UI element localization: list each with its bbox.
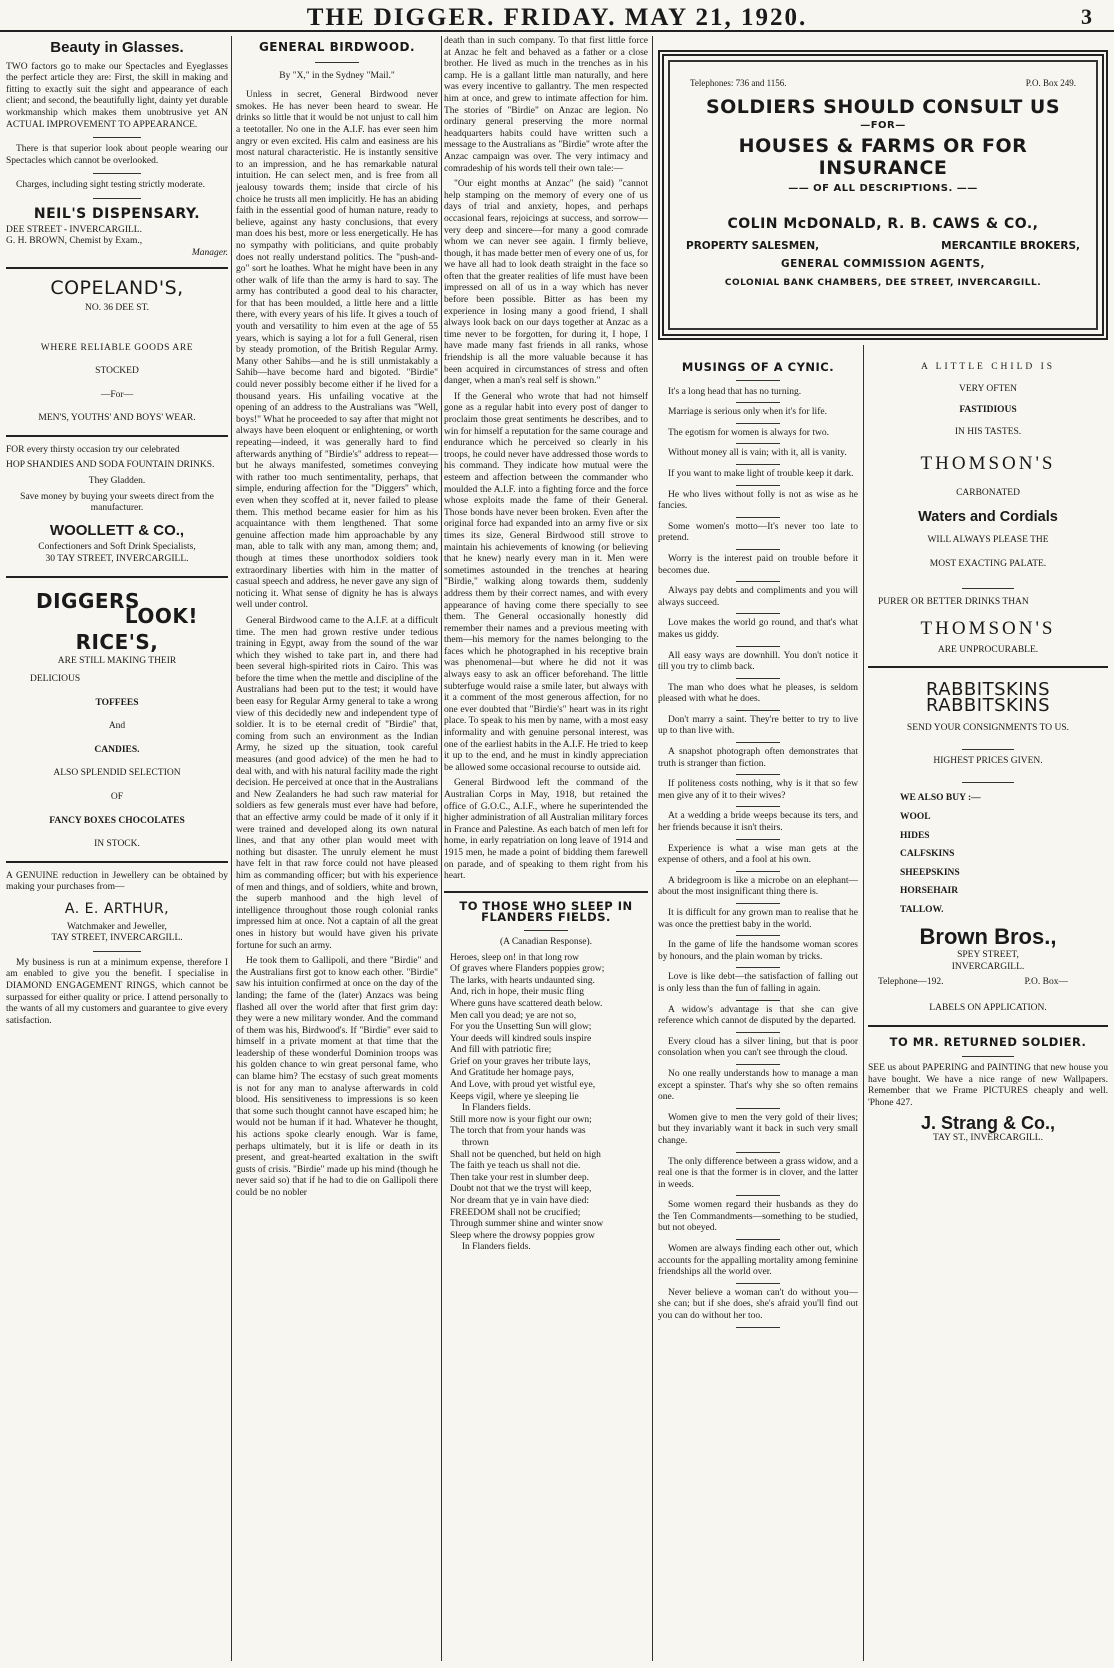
cynic-item: No one really understands how to manage a man except a spinster. That's why she so often remains one. <box>658 1068 858 1103</box>
advert-line-3: HOUSES & FARMS OR FOR INSURANCE <box>738 135 1028 179</box>
divider <box>962 749 1015 750</box>
rabbitskins-heading-2: RABBITSKINS <box>925 694 1051 716</box>
diggers-word: DIGGERS <box>36 588 140 613</box>
divider <box>736 443 780 444</box>
poem-line: Men call you dead; ye are not so, <box>450 1010 577 1021</box>
thomsons-palate: MOST EXACTING PALATE. <box>929 558 1047 569</box>
cynic-item: Love makes the world go round, and that's what makes us giddy. <box>658 618 858 640</box>
strang-address: TAY ST., INVERCARGILL. <box>933 1133 1043 1144</box>
divider <box>736 935 780 936</box>
divider <box>444 891 648 893</box>
divider <box>93 951 142 952</box>
neils-manager: Manager. <box>191 247 228 258</box>
cynic-item: Worry is the interest paid on trouble before it becomes due. <box>658 553 858 576</box>
divider <box>736 517 780 518</box>
brown-bros-street: SPEY STREET, <box>957 950 1019 961</box>
rabbitskins-heading: RABBITSKINS <box>925 679 1051 701</box>
cynic-item: Women are always finding each other out, which accounts for the appalling mortality among feminine friendships all the world over. <box>658 1244 858 1278</box>
cynic-item: Marriage is serious only when it's for life. <box>668 407 827 418</box>
poem-line: In Flanders fields. <box>450 1242 531 1253</box>
rices-line: OF <box>110 791 124 802</box>
divider <box>6 576 228 578</box>
column-divider <box>863 345 864 1661</box>
thomsons-unprocurable: ARE UNPROCURABLE. <box>937 644 1039 655</box>
poem-line: And Gratitude her homage pays, <box>450 1068 574 1079</box>
column-divider <box>441 36 442 1661</box>
birdwood-byline: By "X," in the Sydney "Mail." <box>279 70 395 81</box>
rabbitskins-also-buy: WE ALSO BUY :— <box>900 792 981 803</box>
cynic-item: A snapshot photograph often demonstrates that truth is stranger than fiction. <box>658 747 858 769</box>
poem-line: Doubt not that we the tryst will keep, <box>450 1184 592 1195</box>
birdwood-paragraph: death than in such company. To that first little force at Anzac he felt and behaved as a father or a close brother. He lived as much in the trenches as in his camp. He is a gallant little man naturally, and here was every incentive to gallantry. The men respected him at once, and grew to intimate affection for him. The stories of "Birdie" on Anzac are legion. No ordinary general preserving the more normal headquarters habits could have written such a message to the Australians as "Birdie" wrote after the Anzac campaign was over. The very intimacy and comradeship of his words tell their own tale:— <box>444 36 648 174</box>
buy-list <box>868 812 1108 917</box>
poem-line: Where guns have scattered death below. <box>450 998 603 1009</box>
child-line: FASTIDIOUS <box>959 405 1017 416</box>
divider <box>736 613 780 614</box>
poem-line: The torch that from your hands was <box>450 1126 586 1137</box>
divider <box>736 1064 780 1065</box>
birdwood-paragraph: General Birdwood came to the A.I.F. at a difficult time. The men had grown restive under tedious training in Egypt, away from the sound of the war which they wished to take part in, and there had been several high-spirited riots in Cairo. This was before the time when the mettle and discipline of the Australians had been put to the test; it would have been easy for Regular Army general to take a wrong view of this decidedly new and independent type of soldier. It is to be eternal credit of "Birdie" that, coming from such an environment as the Indian Army, he sized up the situation, took careful measures (and good advice) of the men he had to deal with, and with his natural facility made the right decision. He perceived at once that in the Australians and New Zealanders he had such raw material for soldiers as few generals must ever have had before, that an effective army could be made of it only if it were trained and developed along its own natural lines, and that any other plan would meet with nothing but disaster. The unruly element he must have felt in that raw force could not have pleased him as commanding officer; but with his experience of men and things, and of soldiers, white and brown, the superb manhood and the high level of intelligence throughout those rough colonial ranks impressed him at once. Not a captain of all the great ones in history but would have given his private fortune for such an army. <box>236 615 438 951</box>
birdwood-heading: GENERAL BIRDWOOD. <box>258 40 416 54</box>
divider <box>6 861 228 863</box>
rices-line: And <box>108 721 126 732</box>
cynic-item: Never believe a woman can't do without you—she can; but if she does, she's afraid you'll find out you can do without her too. <box>658 1287 858 1322</box>
divider <box>736 1239 780 1240</box>
divider <box>6 435 228 437</box>
cynic-item: Some women regard their husbands as they do the Ten Commandments—something to be studied, but not obeyed. <box>658 1200 858 1234</box>
poem-subtitle: (A Canadian Response). <box>499 936 593 947</box>
poem-line: thrown <box>450 1138 489 1149</box>
cynic-item: If politeness costs nothing, why is it that so few men give any of it to their wives? <box>658 779 858 801</box>
cynic-item: Without money all is vain; with it, all is vanity. <box>668 448 847 459</box>
divider <box>962 1056 1015 1057</box>
rices-line: DELICIOUS <box>30 674 81 684</box>
cynic-item: It is difficult for any grown man to realise that he was once the prettiest baby in the world. <box>658 908 858 930</box>
woollett-address: 30 TAY STREET, INVERCARGILL. <box>45 554 189 565</box>
divider <box>524 930 569 931</box>
consult-us-advert <box>658 50 1108 340</box>
rices-line: ALSO SPLENDID SELECTION <box>53 768 181 779</box>
cynic-heading: MUSINGS OF A CYNIC. <box>681 362 835 374</box>
rices-line: TOFFEES <box>95 697 139 708</box>
arthur-address: TAY STREET, INVERCARGILL. <box>51 933 183 944</box>
divider <box>736 549 780 550</box>
look-word: LOOK! <box>124 604 198 629</box>
advert-line-7: GENERAL COMMISSION AGENTS, <box>780 258 986 270</box>
rices-heading: RICE'S, <box>75 629 159 654</box>
page-number: 3 <box>1081 4 1092 29</box>
advert-telephones: Telephones: 736 and 1156. <box>690 78 787 88</box>
divider <box>736 903 780 904</box>
cynic-item: Women give to men the very gold of their lives; but they invariably want it back in such very small change. <box>658 1112 858 1146</box>
arthur-heading: A. E. ARTHUR, <box>64 900 170 917</box>
divider <box>736 402 780 403</box>
thomsons-waters: Waters and Cordials <box>918 508 1058 525</box>
divider <box>736 742 780 743</box>
cynic-item: Some women's motto—It's never too late to pretend. <box>658 521 858 544</box>
poem-line: And Love, with proud yet wistful eye, <box>450 1080 596 1091</box>
divider <box>736 646 780 647</box>
woollett-paragraph: They Gladden. <box>88 476 146 487</box>
birdwood-paragraph: He took them to Gallipoli, and there "Birdie" and the Australians first got to know each other. "Birdie" saw his intuition confirmed at once on the day of the landing; the fame of the (later) Anzacs was being flashed all over the world after that first grim day: they were a new military wonder. And the command of them was his, Birdwood's. If "Birdie" ever said to himself in a private moment at that time that the leadership of these wonderful Dominion troops was his golden chance to win great personal fame, who can blame him? The ecstasy of such great moments is not for any man to analyse afterwards in cold blood. His sensitiveness to impressions is so keen that some such thought cannot have escaped him; he would not be human if it had. Whatever he thought, his actions spoke clearly enough. War is fame, perhaps ultimately, but it is life or death in its present, and great-hearted exaltation in the swift gusts of crisis. "Birdie" made up his mind (though he never said so) that if he had to die on Gallipoli there could be no nobler <box>236 956 438 1198</box>
poem-line: And, rich in hope, their music fling <box>450 987 585 998</box>
rices-line: ARE STILL MAKING THEIR <box>57 656 177 667</box>
child-line: VERY OFTEN <box>959 383 1017 394</box>
rabbitskins-send: SEND YOUR CONSIGNMENTS TO US. <box>906 723 1070 734</box>
divider <box>93 137 142 138</box>
divider <box>93 198 142 199</box>
copeland-heading: COPELAND'S, <box>50 277 184 300</box>
advert-line-8: COLONIAL BANK CHAMBERS, DEE STREET, INVERCARGILL. <box>724 278 1042 288</box>
neils-address: DEE STREET - INVERCARGILL. <box>6 224 142 235</box>
column-4 <box>658 362 858 1661</box>
returned-soldier-heading: TO MR. RETURNED SOLDIER. <box>889 1034 1087 1049</box>
divider <box>962 782 1015 783</box>
brown-bros-telephone: Telephone—192. <box>878 977 944 988</box>
poem-line: Through summer shine and winter snow <box>450 1219 604 1230</box>
child-line: IN HIS TASTES. <box>954 426 1022 437</box>
arthur-paragraph: My business is run at a minimum expense, therefore I am enabled to give you the benefit. I specialise in DIAMOND ENGAGEMENT RINGS, which cannot be surpassed for either quality or price. I attend personally to the wants of all my customers and guarantee to give every satisfaction. <box>6 957 228 1026</box>
divider <box>736 1195 780 1196</box>
birdwood-paragraph: If the General who wrote that had not himself gone as a regular habit into every post of danger to proclaim those great sentiments he describes, and to win for himself a reputation for the same courage and endurance which he perceived so clearly in his troops, he could never have addressed those words to his command. They indicate how mutual were the esteem and affection between the commander who moulded the A.I.F. into a fighting force and the force whose exploits made the fame of their General. Those bonds have never been broken. Even after the original force had expanded into an army five or six times its size, General Birdwood still strove to maintain his achievements of knowing (or believing that he knew) nearly every man in it. Men were sometimes astounded in the trenches at hearing "Birdie," walking along towards them, suddenly address them by their correct names, and with every appearance of having come there specially to see them. The General occasionally honestly did remember their names and a previous meeting with them—his memory for the names belonging to the faces which he photographed in his receptive brain was phenomenal—but where he did not it was always easy to ask an officer beforehand. The little subterfuge would raise a smile later, but always with it a comment of the most generous affection, for no one ever doubted that "Birdie's" heart was in its right place. To speak to his men by name, with a most easy informality and with genuine personal interest, was one of the earliest habits in the A.I.F. He tried to keep it up to the end, and he must in kindly appreciation be allowed some occasional recourse to outside aid. <box>444 391 648 773</box>
cynic-item: Experience is what a wise man gets at the expense of others, and a fool at his own. <box>658 843 858 866</box>
advert-line-4: —— OF ALL DESCRIPTIONS. —— <box>788 183 978 194</box>
woollett-heading: WOOLLETT & CO., <box>49 521 185 539</box>
divider <box>736 380 780 381</box>
divider <box>736 485 780 486</box>
divider <box>736 774 780 775</box>
divider <box>93 173 142 174</box>
beauty-heading: Beauty in Glasses. <box>50 39 184 56</box>
woollett-paragraph: Save money by buying your sweets direct from the manufacturer. <box>20 491 214 514</box>
divider <box>736 1327 780 1328</box>
beauty-paragraph: TWO factors go to make our Spectacles and Eyeglasses the perfect article they are: First, the skill in making and fitting to exactly suit the sight and appearance of each client; and second, the beautifully light, dainty yet durable workmanship which makes them unobtrusive yet AN ACTUAL IMPROVEMENT TO APPEARANCE. <box>6 61 228 130</box>
copeland-stocked: STOCKED <box>95 366 139 377</box>
poem-line: Shall not be quenched, but held on high <box>450 1149 601 1160</box>
brown-bros-heading: Brown Bros., <box>919 923 1057 949</box>
cynic-item: All easy ways are downhill. You don't notice it till you try to climb back. <box>658 650 858 673</box>
divider <box>736 839 780 840</box>
column-1 <box>6 36 228 1661</box>
poem-line: Sleep where the drowsy poppies grow <box>450 1230 595 1241</box>
thomsons-please: WILL ALWAYS PLEASE THE <box>927 535 1049 546</box>
brown-bros-pobox: P.O. Box— <box>1024 977 1068 988</box>
divider <box>736 967 780 968</box>
divider <box>736 1283 780 1284</box>
arthur-subtitle: Watchmaker and Jeweller, <box>67 921 167 932</box>
poem-line: Of graves where Flanders poppies grow; <box>450 964 605 975</box>
column-5 <box>868 362 1108 1661</box>
birdwood-paragraph: General Birdwood left the command of the Australian Corps in May, 1918, but retained the office of G.O.C., A.I.F., where he superintended the higher administration of all Australian military forces in France and Palestine. As each batch of men left for home, in early repatriation on long leave of 1914 and 1915 men, he made a point of bidding them farewell on parade, and of speaking to them right from his heart. <box>444 778 648 882</box>
cynic-item: A bridegroom is like a microbe on an elephant— about the most insignificant thing there is. <box>658 875 858 898</box>
divider <box>736 581 780 582</box>
birdwood-paragraph: Unless in secret, General Birdwood never smokes. He has never been heard to swear. He drinks so little that it would be not unjust to call him a teetotaller. No one in the A.I.F. has ever seen him angry or even excited. His calm and easiness are his most natural characteristic. He is instantly sensitive to an impression, and he has remarkable natural intuition. He can select men, and is free from all jealousy towards them; inside that circle of his choice he trusts all men implicitly. He has an abiding faith in the essential good of human nature, ready to believe, against any hasty conclusions, that every man does his best, more or less energetically. He has no sympathy with politicians, and quite probably does not really understand politics. The "push-and-go" sort he loathes. What he might have been in any other walk of life than the army is hard to say. The army has contributed a good deal to his character, for that has been moulded, a little here and a little there, with every years of his life. It gives a touch of youth and versatility to him even at the age of 55 years, which is saying a lot for a full General, risen by steady promotion, of the British Regular Army. Many other Sahibs—and he is still unmistakably a Sahib—have become hard and bigoted. "Birdie" could never possibly become either if he lived for a thousand years. His unfailing vocative at the opening of an address to the Australians was "Well, boys!" What he proceeded to say after that might not always have been eloquent or enlightening, or worth repeating—indeed, it was generally hard to find afterwards anything of "Birdie's" address to repeat—but he always manifested, sometimes conveying with rather too much sentimentality, perhaps, that simple, enduring affection for the "Diggers" which, even when they scoffed at it, never failed to please them. This method became easier for him as his acquaintance with them lengthened. That some genuine affection made him approachable by any man, able to talk with any man, among them; and, though at times these unorthodox soldiers took extraordinary liberties with him in the matter of casual speech and address, he never gave any sign of noticing it. What sense of dignity he has is always well under control. <box>236 90 438 611</box>
cynic-list <box>658 387 858 1328</box>
cynic-item: The man who does what he pleases, is seldom pleased with what he does. <box>658 682 858 705</box>
strang-paragraph: SEE us about PAPERING and PAINTING that new house you have bought. We have a nice range of new Wallpapers. Remember that we Frame PICTURES cheaply and well. 'Phone 427. <box>868 1063 1108 1108</box>
neils-heading: NEIL'S DISPENSARY. <box>33 205 201 222</box>
poem-line: Grief on your graves her tribute lays, <box>450 1056 591 1067</box>
beauty-paragraph: Charges, including sight testing strictly moderate. <box>16 180 206 191</box>
rices-line: CANDIES. <box>94 744 140 755</box>
rices-line: FANCY BOXES CHOCOLATES <box>49 815 185 826</box>
divider <box>736 1152 780 1153</box>
buy-item: HIDES <box>900 830 930 841</box>
poem-line: FREEDOM shall not be crucified; <box>450 1207 581 1218</box>
poem-line: For you the Unsetting Sun will glow; <box>450 1022 592 1033</box>
arthur-paragraph: A GENUINE reduction in Jewellery can be obtained by making your purchases from— <box>6 870 228 893</box>
child-line: A LITTLE CHILD IS <box>920 362 1056 372</box>
buy-item: SHEEPSKINS <box>900 867 960 878</box>
cynic-item: He who lives without folly is not as wise as he fancies. <box>658 489 858 512</box>
poem-body <box>444 953 648 1254</box>
divider <box>736 464 780 465</box>
divider <box>6 267 228 269</box>
buy-item: HORSEHAIR <box>900 886 959 897</box>
masthead <box>0 0 1114 32</box>
cynic-item: The only difference between a grass widow, and a real one is that the former is in clover, and the latter in weeds. <box>658 1156 858 1190</box>
divider <box>736 871 780 872</box>
divider <box>736 1032 780 1033</box>
woollett-paragraph: HOP SHANDIES AND SODA FOUNTAIN DRINKS. <box>6 460 215 471</box>
rabbitskins-highest: HIGHEST PRICES GIVEN. <box>933 755 1043 766</box>
brown-bros-town: INVERCARGILL. <box>951 961 1025 972</box>
advert-line-2: —FOR— <box>860 120 906 131</box>
buy-item: TALLOW. <box>900 905 944 916</box>
thomsons-carbonated: CARBONATED <box>956 487 1020 498</box>
buy-item: WOOL <box>900 812 931 823</box>
cynic-item: A widow's advantage is that she can give reference which cannot de disputed by the departed. <box>658 1004 858 1027</box>
cynic-item: The egotism for women is always for two. <box>668 427 829 438</box>
divider <box>736 1108 780 1109</box>
thomsons-heading-2: THOMSON'S <box>920 617 1056 639</box>
divider <box>868 666 1108 668</box>
strang-heading: J. Strang & Co., <box>920 1112 1055 1133</box>
rices-line: IN STOCK. <box>94 839 140 850</box>
cynic-item: Love is like debt—the satisfaction of falling out is only less than the fun of falling in again. <box>658 972 858 994</box>
masthead-title: THE DIGGER. FRIDAY. MAY 21, 1920. <box>306 4 808 31</box>
advert-line-1: SOLDIERS SHOULD CONSULT US <box>705 96 1061 118</box>
column-divider <box>652 36 653 1661</box>
neils-chemist: G. H. BROWN, Chemist by Exam., <box>6 236 143 247</box>
copeland-wear: MEN'S, YOUTHS' AND BOYS' WEAR. <box>38 413 196 424</box>
divider <box>315 62 359 63</box>
poem-line: Still more now is your fight our own; <box>450 1114 592 1125</box>
column-3 <box>444 36 648 1661</box>
cynic-item: It's a long head that has no turning. <box>668 386 802 397</box>
advert-pobox: P.O. Box 249. <box>1025 78 1076 88</box>
divider <box>736 1000 780 1001</box>
poem-line: The faith ye teach us shall not die. <box>450 1161 581 1172</box>
poem-line: Your deeds will kindred souls inspire <box>450 1033 592 1044</box>
divider <box>868 1025 1108 1027</box>
divider <box>736 710 780 711</box>
birdwood-paragraph: "Our eight months at Anzac" (he said) "cannot help stamping on the memory of every one of us days of trial and anxiety, hopes, and perhaps occasional fears, rejoicings at success, and sorrow—very deep and sincere—for many a good comrade whom we can never see again. I firmly believe, though, it has made better men of every one of us, for we have all had to look death straight in the face so often that the greater realities of life must have been impressed on all of us in a way which has never before been possible. Bitter as has been my experience in losing many a good friend, I shall always look back on our days together at Anzac as a time never to be forgotten, for during it, I hope, I have made many fast friends in all ranks, whose friendship is all the more valuable because it has been acquired in circumstances of stress and often danger, when a man's real self is shown." <box>444 179 648 387</box>
poem-line: Keeps vigil, where ye sleeping lie <box>450 1091 579 1102</box>
divider <box>962 588 1015 589</box>
woollett-paragraph: FOR every thirsty occasion try our celebrated <box>6 444 180 455</box>
divider <box>736 678 780 679</box>
column-divider <box>231 36 232 1661</box>
thomsons-purer: PURER OR BETTER DRINKS THAN <box>878 597 1029 608</box>
divider <box>736 806 780 807</box>
poem-line: The larks, with hearts undaunted sing. <box>450 975 595 986</box>
brown-bros-labels: LABELS ON APPLICATION. <box>929 1003 1047 1014</box>
poem-line: Nor dream that ye in vain have died: <box>450 1196 590 1206</box>
poem-line: Heroes, sleep on! in that long row <box>450 952 580 963</box>
cynic-item: Every cloud has a silver lining, but that is poor consolation when you can't see through the cloud. <box>658 1036 858 1059</box>
woollett-subtitle: Confectioners and Soft Drink Specialists, <box>38 542 196 553</box>
cynic-item: If you want to make light of trouble keep it dark. <box>668 468 854 479</box>
divider <box>736 423 780 424</box>
poem-line: And fill with patriotic fire; <box>450 1045 552 1056</box>
advert-line-6b: MERCANTILE BROKERS, <box>941 240 1080 252</box>
poem-line: Then take your rest in slumber deep. <box>450 1172 590 1183</box>
thomsons-heading: THOMSON'S <box>920 453 1056 475</box>
cynic-item: Don't marry a saint. They're better to try to live up to than live with. <box>658 714 858 737</box>
copeland-for: —For— <box>100 389 134 400</box>
poem-line: In Flanders fields. <box>450 1103 531 1114</box>
poem-heading: TO THOSE WHO SLEEP IN FLANDERS FIELDS. <box>459 898 633 925</box>
copeland-where: WHERE RELIABLE GOODS ARE <box>40 342 194 353</box>
advert-line-6a: PROPERTY SALESMEN, <box>686 240 820 252</box>
beauty-paragraph: There is that superior look about people wearing our Spectacles which cannot be overlooked. <box>6 144 228 166</box>
column-2 <box>236 36 438 1661</box>
cynic-item: At a wedding a bride weeps because its ters, and her friends because it isn't theirs. <box>658 811 858 834</box>
buy-item: CALFSKINS <box>900 849 955 860</box>
cynic-item: Always pay debts and compliments and you will always succeed. <box>658 586 858 608</box>
advert-line-5: COLIN McDONALD, R. B. CAWS & CO., <box>727 216 1039 232</box>
copeland-address: NO. 36 DEE ST. <box>85 302 149 313</box>
cynic-item: In the game of life the handsome woman scores by honours, and the plain woman by tricks. <box>658 940 858 962</box>
